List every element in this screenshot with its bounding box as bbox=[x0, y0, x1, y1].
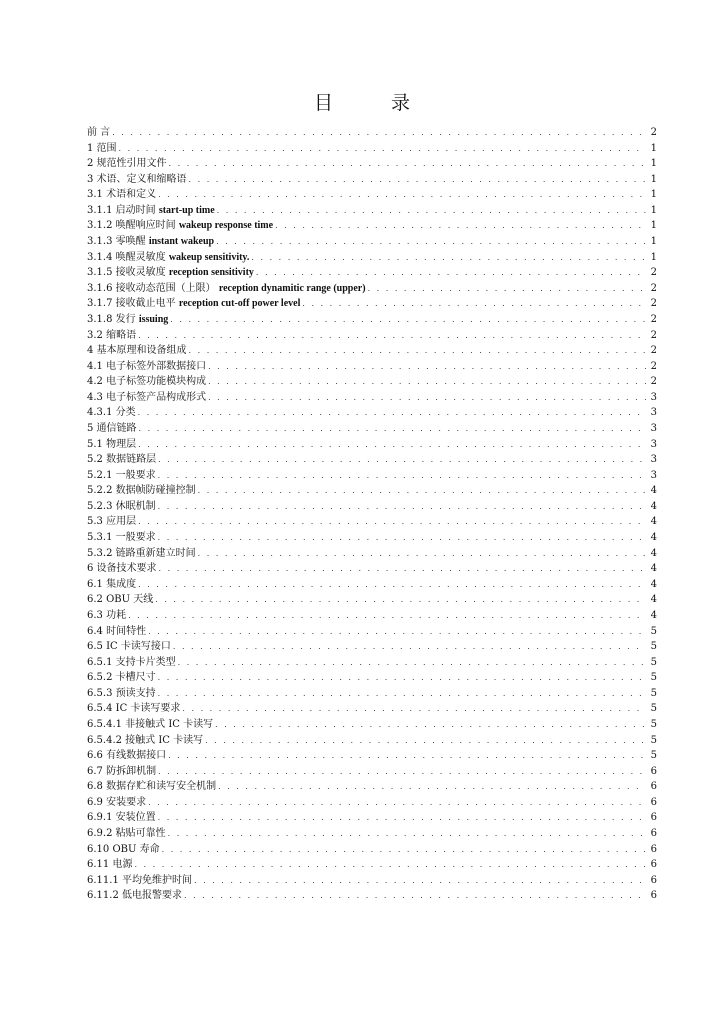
toc-entry[interactable] bbox=[87, 234, 657, 250]
dot-leader bbox=[158, 764, 646, 780]
toc-entry-title-en: wakeup sensitivity. bbox=[168, 251, 250, 263]
toc-entry-title bbox=[87, 172, 189, 188]
toc-entry[interactable] bbox=[87, 795, 657, 811]
toc-entry[interactable] bbox=[87, 624, 657, 640]
toc-page-number: 6 bbox=[650, 828, 657, 840]
toc-entry-title-zh: 6.7 防拆卸机制 bbox=[87, 765, 157, 777]
toc-entry[interactable] bbox=[87, 187, 657, 203]
toc-entry-title-zh: 1 范围 bbox=[87, 142, 117, 154]
toc-entry[interactable] bbox=[87, 281, 657, 297]
dot-leader bbox=[189, 172, 646, 188]
toc-entry-title bbox=[87, 842, 162, 858]
toc-entry[interactable] bbox=[87, 530, 657, 546]
toc-page-number: 1 bbox=[650, 236, 657, 248]
toc-entry-title-zh: 6.5.4 IC 卡读写要求 bbox=[87, 703, 181, 715]
toc-entry-title bbox=[87, 577, 138, 593]
toc-entry-title-zh: 3.1.7 接收截止电平 bbox=[87, 298, 176, 310]
toc-entry-title-zh: 6.11 电源 bbox=[87, 859, 133, 871]
toc-page-number: 4 bbox=[650, 485, 657, 497]
toc-entry[interactable] bbox=[87, 701, 657, 717]
dot-leader bbox=[169, 156, 646, 172]
toc-entry-title bbox=[87, 296, 302, 312]
toc-entry-title-zh: 3.1.8 发行 bbox=[87, 313, 136, 325]
toc-entry[interactable] bbox=[87, 172, 657, 188]
toc-entry-title-zh: 6.9 安装要求 bbox=[87, 796, 147, 808]
dot-leader bbox=[208, 390, 646, 406]
toc-page-number: 3 bbox=[650, 407, 657, 419]
toc-page-number: 4 bbox=[650, 609, 657, 621]
toc-entry-title-zh: 3.1.4 唤醒灵敏度 bbox=[87, 251, 166, 263]
toc-entry-title bbox=[87, 717, 215, 733]
toc-entry-title-zh: 4.1 电子标签外部数据接口 bbox=[87, 360, 207, 372]
dot-leader bbox=[216, 234, 646, 250]
toc-page-number: 2 bbox=[650, 282, 657, 294]
toc-page-number: 6 bbox=[650, 874, 657, 886]
toc-entry[interactable] bbox=[87, 655, 657, 671]
toc-page-number: 2 bbox=[650, 329, 657, 341]
toc-page-number: 6 bbox=[650, 843, 657, 855]
toc-entry-title-zh: 6.8 数据存贮和读写安全机制 bbox=[87, 781, 217, 793]
toc-entry-title-zh: 6.2 OBU 天线 bbox=[87, 594, 154, 606]
toc-page-number: 1 bbox=[650, 158, 657, 170]
dot-leader bbox=[302, 296, 646, 312]
toc-entry-title-zh: 4.2 电子标签功能模块构成 bbox=[87, 376, 207, 388]
toc-entry[interactable] bbox=[87, 296, 657, 312]
toc-page-number: 1 bbox=[650, 251, 657, 263]
dot-leader bbox=[119, 141, 646, 157]
dot-leader bbox=[256, 265, 646, 281]
dot-leader bbox=[155, 592, 646, 608]
dot-leader bbox=[205, 733, 646, 749]
dot-leader bbox=[215, 717, 646, 733]
toc-entry-title bbox=[87, 795, 148, 811]
toc-entry-title bbox=[87, 686, 158, 702]
dot-leader bbox=[275, 218, 646, 234]
toc-entry-title bbox=[87, 374, 208, 390]
toc-page-number: 6 bbox=[650, 812, 657, 824]
dot-leader bbox=[158, 468, 646, 484]
toc-entry[interactable] bbox=[87, 141, 657, 157]
toc-entry[interactable] bbox=[87, 561, 657, 577]
dot-leader bbox=[217, 203, 646, 219]
toc-page-number: 6 bbox=[650, 765, 657, 777]
toc-entry-title-zh: 2 规范性引用文件 bbox=[87, 158, 167, 170]
toc-entry-title bbox=[87, 873, 194, 889]
toc-entry[interactable] bbox=[87, 842, 657, 858]
toc-entry-title bbox=[87, 452, 158, 468]
toc-page-number: 3 bbox=[650, 422, 657, 434]
dot-leader bbox=[198, 483, 646, 499]
toc-entry-title-zh: 3.1.5 接收灵敏度 bbox=[87, 267, 166, 279]
dot-leader bbox=[168, 748, 646, 764]
toc-entry[interactable] bbox=[87, 733, 657, 749]
dot-leader bbox=[178, 655, 646, 671]
toc-entry[interactable] bbox=[87, 125, 657, 141]
dot-leader bbox=[159, 561, 646, 577]
toc-entry-title bbox=[87, 203, 217, 219]
toc-entry[interactable] bbox=[87, 156, 657, 172]
toc-entry-title-zh: 5.3 应用层 bbox=[87, 516, 137, 528]
dot-leader bbox=[173, 639, 646, 655]
toc-entry-title bbox=[87, 234, 216, 250]
dot-leader bbox=[148, 624, 646, 640]
toc-entry-title-zh: 4 基本原理和设备组成 bbox=[87, 345, 187, 357]
dot-leader bbox=[158, 187, 646, 203]
dot-leader bbox=[162, 842, 646, 858]
toc-entry-title-zh: 5.3.1 一般要求 bbox=[87, 532, 156, 544]
toc-entry[interactable] bbox=[87, 873, 657, 889]
toc-page-number: 4 bbox=[650, 563, 657, 575]
toc-entry-title bbox=[87, 250, 251, 266]
toc-page-number: 1 bbox=[650, 204, 657, 216]
toc-entry[interactable] bbox=[87, 717, 657, 733]
dot-leader bbox=[139, 421, 646, 437]
toc-entry-title-zh: 6.4 时间特性 bbox=[87, 625, 147, 637]
toc-entry-title bbox=[87, 810, 158, 826]
toc-entry[interactable] bbox=[87, 888, 657, 904]
toc-entry-title-zh: 3.1.1 启动时间 bbox=[87, 204, 156, 216]
toc-entry-title bbox=[87, 764, 158, 780]
toc-entry-title bbox=[87, 546, 198, 562]
toc-entry[interactable] bbox=[87, 359, 657, 375]
toc-entry-title-zh: 6.5.1 支持卡片类型 bbox=[87, 656, 176, 668]
toc-entry-title-en: instant wakeup bbox=[148, 236, 215, 248]
toc-entry-title bbox=[87, 608, 128, 624]
toc-entry-title-zh: 5.1 物理层 bbox=[87, 438, 137, 450]
toc-entry-title-zh: 6.10 OBU 寿命 bbox=[87, 843, 160, 855]
toc-entry-title bbox=[87, 857, 134, 873]
toc-entry-title bbox=[87, 437, 138, 453]
toc-entry-title-zh: 6.6 有线数据接口 bbox=[87, 750, 167, 762]
toc-entry-title bbox=[87, 655, 178, 671]
toc-page-number: 6 bbox=[650, 859, 657, 871]
toc-entry[interactable] bbox=[87, 343, 657, 359]
dot-leader bbox=[112, 125, 646, 141]
toc-entry-title-zh: 6.1 集成度 bbox=[87, 578, 137, 590]
toc-entry-title-zh: 6.5.2 卡槽尺寸 bbox=[87, 672, 156, 684]
toc-entry[interactable] bbox=[87, 499, 657, 515]
dot-leader bbox=[148, 795, 646, 811]
toc-entry-title-zh: 3 术语、定义和缩略语 bbox=[87, 173, 187, 185]
dot-leader bbox=[251, 250, 646, 266]
toc-page-number: 2 bbox=[650, 345, 657, 357]
dot-leader bbox=[138, 328, 646, 344]
toc-entry-title bbox=[87, 530, 158, 546]
toc-entry-title bbox=[87, 499, 158, 515]
toc-entry-title-zh: 6.5.3 预读支持 bbox=[87, 687, 156, 699]
toc-entry-title bbox=[87, 639, 173, 655]
toc-entry-title bbox=[87, 748, 168, 764]
toc-entry-title-zh: 5.2.3 休眠机制 bbox=[87, 500, 156, 512]
toc-page-number: 2 bbox=[650, 376, 657, 388]
toc-page-number: 2 bbox=[650, 267, 657, 279]
toc-entry-title bbox=[87, 125, 112, 141]
toc-entry[interactable] bbox=[87, 779, 657, 795]
toc-page-number: 1 bbox=[650, 220, 657, 232]
toc-page-number: 5 bbox=[650, 750, 657, 762]
toc-page-number: 4 bbox=[650, 594, 657, 606]
toc-entry-title bbox=[87, 670, 158, 686]
dot-leader bbox=[170, 312, 646, 328]
toc-entry-title bbox=[87, 390, 208, 406]
toc-entry-title bbox=[87, 265, 256, 281]
toc-page-number: 4 bbox=[650, 547, 657, 559]
dot-leader bbox=[368, 281, 646, 297]
dot-leader bbox=[158, 452, 646, 468]
toc-page-number: 2 bbox=[650, 313, 657, 325]
toc-entry-title bbox=[87, 733, 205, 749]
toc-page-number: 5 bbox=[650, 641, 657, 653]
toc-entry-title-zh: 3.2 缩略语 bbox=[87, 329, 137, 341]
toc-page-number: 5 bbox=[650, 687, 657, 699]
dot-leader bbox=[158, 530, 646, 546]
dot-leader bbox=[158, 686, 646, 702]
toc-entry[interactable] bbox=[87, 390, 657, 406]
toc-page-number: 5 bbox=[650, 718, 657, 730]
toc-entry[interactable] bbox=[87, 810, 657, 826]
dot-leader bbox=[184, 888, 646, 904]
toc-entry-title bbox=[87, 779, 218, 795]
toc-page-number: 2 bbox=[650, 360, 657, 372]
toc-page-number: 5 bbox=[650, 703, 657, 715]
toc-entry[interactable] bbox=[87, 592, 657, 608]
toc-entry-title-zh: 4.3.1 分类 bbox=[87, 407, 136, 419]
toc-entry-title-zh: 3.1.6 接收动态范围（上限） bbox=[87, 282, 216, 294]
toc-entry-title-en: wakeup response time bbox=[178, 220, 274, 232]
toc-entry[interactable] bbox=[87, 328, 657, 344]
toc-entry-title-zh: 5.2.2 数据帧防碰撞控制 bbox=[87, 485, 196, 497]
toc-entry-title-zh: 6.5.4.2 接触式 IC 卡读写 bbox=[87, 734, 204, 746]
toc-entry-title-zh: 6 设备技术要求 bbox=[87, 563, 157, 575]
toc-entry[interactable] bbox=[87, 608, 657, 624]
toc-entry[interactable] bbox=[87, 670, 657, 686]
toc-entry-title bbox=[87, 218, 275, 234]
dot-leader bbox=[138, 405, 646, 421]
toc-page-number: 2 bbox=[650, 127, 657, 138]
toc-entry-title-zh: 3.1.3 零唤醒 bbox=[87, 236, 146, 248]
toc-entry-title-zh: 6.11.2 低电报警要求 bbox=[87, 890, 182, 902]
toc-entry[interactable] bbox=[87, 514, 657, 530]
toc-entry-title bbox=[87, 826, 168, 842]
dot-leader bbox=[189, 343, 646, 359]
toc-entry-title bbox=[87, 421, 139, 437]
toc-page-number: 4 bbox=[650, 532, 657, 544]
toc-page-number: 4 bbox=[650, 578, 657, 590]
dot-leader bbox=[138, 577, 646, 593]
toc-entry-title bbox=[87, 514, 138, 530]
dot-leader bbox=[218, 779, 646, 795]
toc-entry[interactable] bbox=[87, 405, 657, 421]
toc-entry-title-zh: 6.9.1 安装位置 bbox=[87, 812, 156, 824]
dot-leader bbox=[208, 359, 646, 375]
toc-entry[interactable] bbox=[87, 748, 657, 764]
toc-entry[interactable] bbox=[87, 857, 657, 873]
toc-entry[interactable] bbox=[87, 452, 657, 468]
toc-entry[interactable] bbox=[87, 437, 657, 453]
toc-entry-title bbox=[87, 141, 119, 157]
toc-page-number: 5 bbox=[650, 625, 657, 637]
toc-entry-title bbox=[87, 483, 198, 499]
dot-leader bbox=[128, 608, 646, 624]
toc-entry-title-en: start-up time bbox=[158, 204, 215, 216]
toc-entry-title-en: reception sensitivity bbox=[168, 267, 254, 279]
toc-entry-title-zh: 5.2 数据链路层 bbox=[87, 454, 157, 466]
toc-page-number: 1 bbox=[650, 189, 657, 201]
toc-entry-title bbox=[87, 359, 208, 375]
toc-entry-title-zh: 6.5.4.1 非接触式 IC 卡读写 bbox=[87, 718, 214, 730]
toc-entry[interactable] bbox=[87, 686, 657, 702]
toc-entry[interactable] bbox=[87, 577, 657, 593]
toc-entry[interactable] bbox=[87, 639, 657, 655]
dot-leader bbox=[138, 514, 646, 530]
toc-entry-title-zh: 5 通信链路 bbox=[87, 422, 137, 434]
toc-entry-title bbox=[87, 624, 148, 640]
toc-entry[interactable] bbox=[87, 483, 657, 499]
toc-entry-title bbox=[87, 701, 182, 717]
toc-page-number: 3 bbox=[650, 469, 657, 481]
toc-entry[interactable] bbox=[87, 546, 657, 562]
dot-leader bbox=[208, 374, 646, 390]
toc-entry-title-zh: 3.1 术语和定义 bbox=[87, 189, 157, 201]
toc-entry[interactable] bbox=[87, 312, 657, 328]
toc-entry-title bbox=[87, 187, 158, 203]
toc-page-number: 1 bbox=[650, 142, 657, 154]
toc-entry[interactable] bbox=[87, 203, 657, 219]
toc-page-number: 2 bbox=[650, 298, 657, 310]
toc-page-number: 5 bbox=[650, 734, 657, 746]
dot-leader bbox=[158, 670, 646, 686]
toc-page-number: 4 bbox=[650, 500, 657, 512]
toc-entry[interactable] bbox=[87, 265, 657, 281]
toc-page-number: 5 bbox=[650, 656, 657, 668]
toc-entry[interactable] bbox=[87, 468, 657, 484]
toc-entry[interactable] bbox=[87, 826, 657, 842]
toc-entry-title bbox=[87, 281, 368, 297]
toc-page-number: 5 bbox=[650, 672, 657, 684]
toc-entry-title bbox=[87, 468, 158, 484]
dot-leader bbox=[134, 857, 646, 873]
toc-page-number: 6 bbox=[650, 890, 657, 902]
toc-entry-title-zh: 6.11.1 平均免维护时间 bbox=[87, 874, 192, 886]
dot-leader bbox=[194, 873, 646, 889]
page-title: 目 录 bbox=[313, 92, 437, 114]
toc-entry-title bbox=[87, 343, 189, 359]
toc-entry[interactable] bbox=[87, 764, 657, 780]
toc-page-number: 1 bbox=[650, 173, 657, 185]
toc-entry-title bbox=[87, 312, 170, 328]
toc-entry[interactable] bbox=[87, 218, 657, 234]
table-of-contents bbox=[87, 125, 657, 904]
dot-leader bbox=[168, 826, 646, 842]
toc-entry-title bbox=[87, 888, 184, 904]
toc-entry-title-zh: 6.3 功耗 bbox=[87, 609, 127, 621]
toc-entry-title-en: issuing bbox=[138, 313, 169, 325]
toc-entry-title-zh: 6.5 IC 卡读写接口 bbox=[87, 641, 171, 653]
toc-entry-title bbox=[87, 328, 138, 344]
dot-leader bbox=[138, 437, 646, 453]
toc-entry[interactable] bbox=[87, 421, 657, 437]
toc-entry-title-zh: 5.3.2 链路重新建立时间 bbox=[87, 547, 196, 559]
toc-entry-title bbox=[87, 561, 159, 577]
toc-entry-title-zh: 5.2.1 一般要求 bbox=[87, 469, 156, 481]
toc-page-number: 6 bbox=[650, 781, 657, 793]
toc-entry-title-en: reception cut-off power level bbox=[178, 298, 301, 310]
toc-page-number: 6 bbox=[650, 796, 657, 808]
dot-leader bbox=[198, 546, 646, 562]
toc-entry[interactable] bbox=[87, 250, 657, 266]
toc-page-number: 3 bbox=[650, 454, 657, 466]
toc-entry-title-en: reception dynamitic range (upper) bbox=[218, 282, 366, 294]
toc-page-number: 3 bbox=[650, 391, 657, 403]
toc-entry-title bbox=[87, 156, 169, 172]
toc-entry-title-zh: 3.1.2 唤醒响应时间 bbox=[87, 220, 176, 232]
dot-leader bbox=[182, 701, 646, 717]
toc-entry-title-zh: 4.3 电子标签产品构成形式 bbox=[87, 391, 207, 403]
toc-entry[interactable] bbox=[87, 374, 657, 390]
dot-leader bbox=[158, 499, 646, 515]
toc-entry-title-zh: 6.9.2 粘贴可靠性 bbox=[87, 828, 166, 840]
toc-entry-title bbox=[87, 592, 155, 608]
dot-leader bbox=[158, 810, 646, 826]
toc-page-number: 3 bbox=[650, 438, 657, 450]
toc-entry-title bbox=[87, 405, 138, 421]
toc-entry-title-zh: 前 言 bbox=[87, 127, 111, 138]
toc-page-number: 4 bbox=[650, 516, 657, 528]
